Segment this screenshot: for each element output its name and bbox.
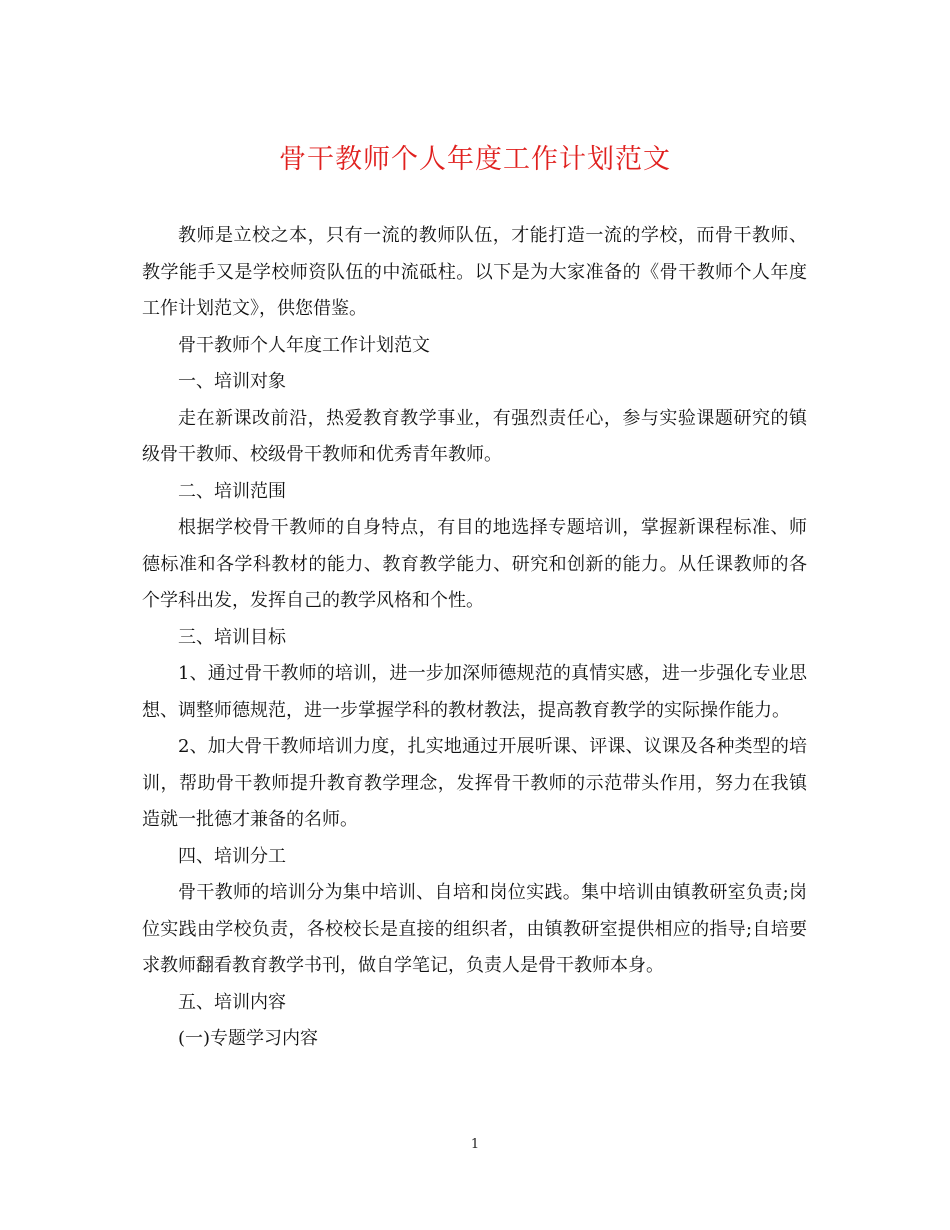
section-heading-training-goals: 三、培训目标: [178, 626, 286, 648]
intro-paragraph: 教师是立校之本，只有一流的教师队伍，才能打造一流的学校，而骨干教师、教学能手又是学校师资队伍的中流砥柱。以下是为大家准备的《骨干教师个人年度工作计划范文》，供您借鉴。: [142, 225, 807, 319]
paragraph-training-target: 走在新课改前沿，热爱教育教学事业，有强烈责任心，参与实验课题研究的镇级骨干教师、校级骨干教师和优秀青年教师。: [142, 407, 807, 465]
document-title: 骨干教师个人年度工作计划范文: [279, 144, 671, 175]
paragraph-goal-1: 1、通过骨干教师的培训，进一步加深师德规范的真情实感，进一步强化专业思想、调整师德规范，进一步掌握学科的教材教法，提高教育教学的实际操作能力。: [142, 663, 807, 721]
section-heading-training-target: 一、培训对象: [178, 371, 286, 392]
paragraph-training-scope: 根据学校骨干教师的自身特点，有目的地选择专题培训，掌握新课程标准、师德标准和各学科教材的能力、教育教学能力、研究和创新的能力。从任课教师的各个学科出发，发挥自己的教学风格和个性。: [142, 517, 807, 611]
paragraph-training-division: 骨干教师的培训分为集中培训、自培和岗位实践。集中培训由镇教研室负责;岗位实践由学校负责，各校校长是直接的组织者，由镇教研室提供相应的指导;自培要求教师翻看教育教学书刊，做自学笔记，负责人是骨干教师本身。: [142, 882, 807, 976]
section-heading-training-content: 五、培训内容: [178, 991, 286, 1013]
page-number: 1: [470, 1137, 480, 1152]
plan-subtitle: 骨干教师个人年度工作计划范文: [178, 334, 430, 356]
document-body: [142, 218, 807, 1058]
section-heading-training-scope: 二、培训范围: [178, 480, 286, 502]
subsection-heading-topic-study: (一)专题学习内容: [178, 1028, 319, 1049]
paragraph-goal-2: 2、加大骨干教师培训力度，扎实地通过开展听课、评课、议课及各种类型的培训，帮助骨干教师提升教育教学理念，发挥骨干教师的示范带头作用，努力在我镇造就一批德才兼备的名师。: [142, 736, 807, 830]
section-heading-training-division: 四、培训分工: [178, 845, 286, 867]
